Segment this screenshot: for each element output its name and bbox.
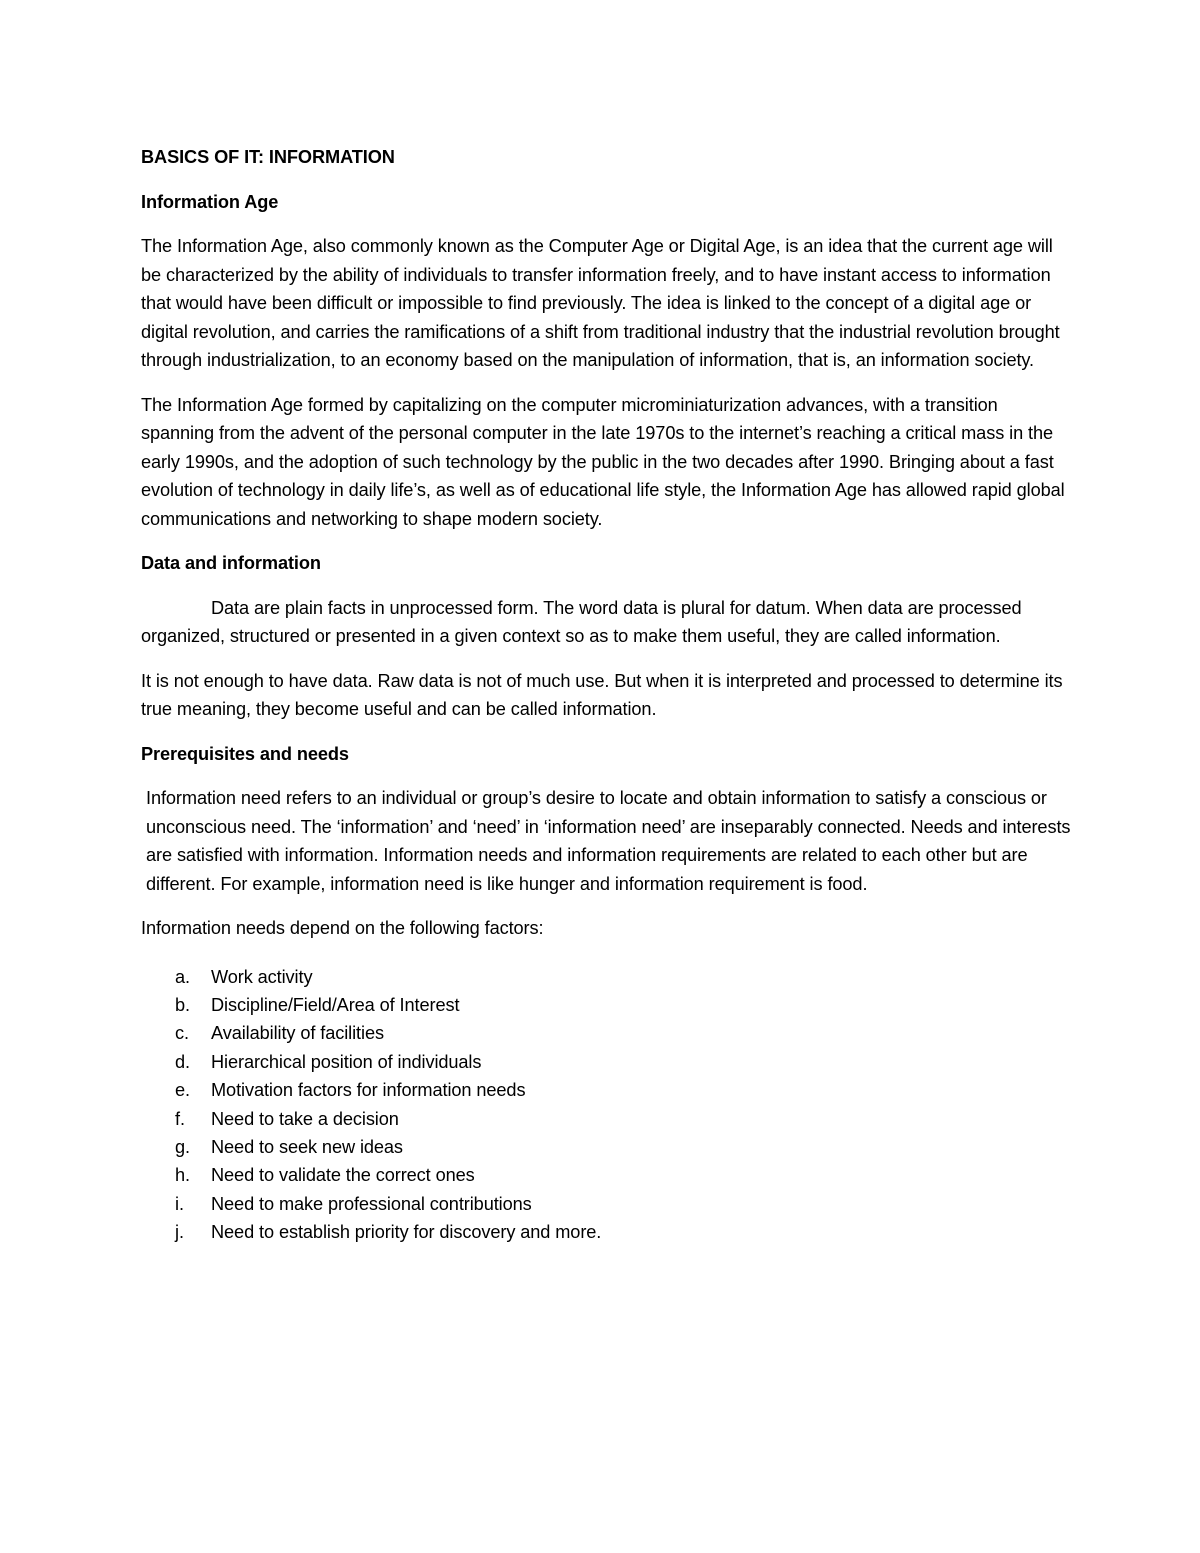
section-heading-information-age: Information Age bbox=[141, 191, 279, 212]
list-item bbox=[141, 1133, 1071, 1161]
list-item-text: Need to make professional contributions bbox=[211, 1193, 532, 1214]
list-item-text: Hierarchical position of individuals bbox=[211, 1051, 482, 1072]
paragraph-data-1: Data are plain facts in unprocessed form. The word data is plural for datum. When data are processed organized, structured or presented in a given context so as to make them useful, they are called information. bbox=[141, 597, 1022, 646]
document-title: BASICS OF IT: INFORMATION bbox=[141, 147, 395, 167]
list-item-text: Need to take a decision bbox=[211, 1108, 399, 1129]
list-marker: h. bbox=[175, 1165, 190, 1186]
list-marker: g. bbox=[175, 1136, 190, 1157]
list-marker: c. bbox=[175, 1023, 189, 1044]
list-item bbox=[141, 1218, 1071, 1246]
list-marker: f. bbox=[175, 1108, 185, 1129]
list-item bbox=[141, 1161, 1071, 1189]
list-item-text: Work activity bbox=[211, 966, 313, 987]
list-item bbox=[141, 991, 1071, 1019]
paragraph-data-2: It is not enough to have data. Raw data is not of much use. But when it is interpreted and processed to determine its true meaning, they become useful and can be called information. bbox=[141, 670, 1063, 719]
list-item-text: Need to validate the correct ones bbox=[211, 1165, 475, 1186]
list-item bbox=[141, 1105, 1071, 1133]
paragraph-needs-2: Information needs depend on the following factors: bbox=[141, 918, 544, 938]
paragraph-information-age-1: The Information Age, also commonly known as the Computer Age or Digital Age, is an idea that the current age will be characterized by the ability of individuals to transfer information freely, and to have instant access to information that would have been difficult or impossible to find previously. The idea is linked to the concept of a digital age or digital revolution, and carries the ramifications of a shift from traditional industry that the industrial revolution brought through industrialization, to an economy based on the manipulation of information, that is, an information society. bbox=[141, 236, 1060, 370]
section-heading-prerequisites-and-needs: Prerequisites and needs bbox=[141, 743, 349, 764]
list-marker: b. bbox=[175, 994, 190, 1015]
list-item bbox=[141, 1019, 1071, 1047]
list-item bbox=[141, 963, 1071, 991]
list-marker: e. bbox=[175, 1080, 190, 1101]
list-item bbox=[141, 1076, 1071, 1104]
document-body bbox=[141, 143, 1071, 1247]
paragraph-needs-1: Information need refers to an individual or group’s desire to locate and obtain information to satisfy a conscious or unconscious need. The ‘information’ and ‘need’ in ‘information need’ are inseparably connected. Needs and interests are satisfied with information. Information needs and information requirements are related to each other but are different. For example, information need is like hunger and information requirement is food. bbox=[146, 788, 1071, 894]
paragraph-information-age-2: The Information Age formed by capitalizing on the computer microminiaturization advances, with a transition spanning from the advent of the personal computer in the late 1970s to the internet’s reaching a critical mass in the early 1990s, and the adoption of such technology by the public in the two decades after 1990. Bringing about a fast evolution of technology in daily life’s, as well as of educational life style, the Information Age has allowed rapid global communications and networking to shape modern society. bbox=[141, 394, 1065, 529]
list-item bbox=[141, 1190, 1071, 1218]
list-item bbox=[141, 1048, 1071, 1076]
list-marker: i. bbox=[175, 1193, 184, 1214]
list-marker: d. bbox=[175, 1051, 190, 1072]
list-marker: j. bbox=[175, 1222, 184, 1243]
section-heading-data-and-information: Data and information bbox=[141, 553, 321, 573]
factors-list bbox=[141, 963, 1071, 1247]
list-item-text: Need to establish priority for discovery and more. bbox=[211, 1222, 602, 1243]
list-marker: a. bbox=[175, 966, 190, 987]
list-item-text: Need to seek new ideas bbox=[211, 1136, 403, 1157]
list-item-text: Discipline/Field/Area of Interest bbox=[211, 994, 460, 1015]
list-item-text: Motivation factors for information needs bbox=[211, 1080, 526, 1101]
list-item-text: Availability of facilities bbox=[211, 1023, 384, 1044]
